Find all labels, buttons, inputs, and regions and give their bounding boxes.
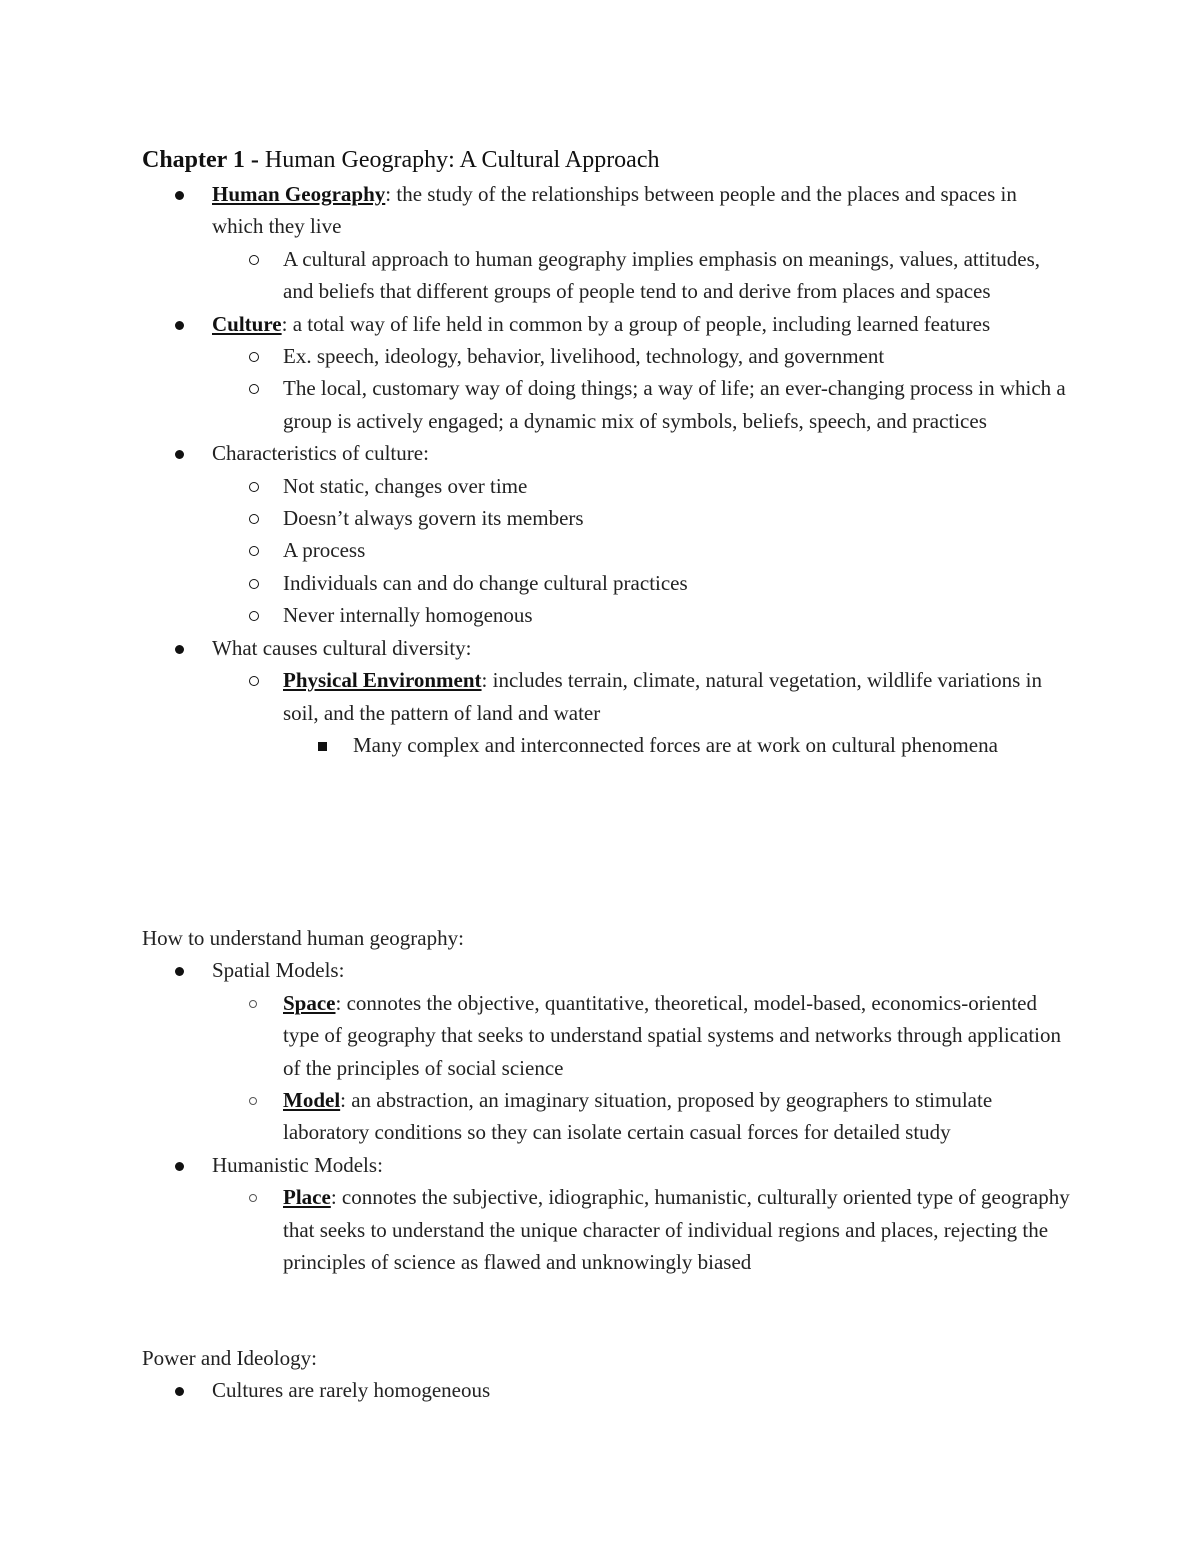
list-item [212,308,1072,340]
bullet-circle-icon [249,1000,257,1008]
list-item [283,340,1072,372]
definition-culture: : a total way of life held in common by a group of people, including learned features [281,311,991,336]
list-item [283,664,1072,729]
term-place: Place [283,1185,331,1210]
list-item-text: Spatial Models: [212,958,345,983]
definition-place: : connotes the subjective, idiographic, humanistic, culturally oriented type of geography that seeks to understand the unique character of individual regions and places, rejecting the principles of science as flawed and unknowingly biased [283,1185,1070,1275]
list-item-text: Characteristics of culture: [212,441,429,466]
list-item [283,470,1072,502]
bullet-disc-icon [175,1162,184,1171]
bullet-disc-icon [175,321,184,330]
term-physical-environment: Physical Environment [283,668,482,693]
term-space: Space [283,990,336,1015]
term-culture: Culture [212,311,282,336]
list-item [212,1149,1072,1181]
bullet-circle-icon [249,611,259,621]
list-item [212,437,1072,469]
list-item-text: What causes cultural diversity: [212,635,472,660]
section-heading: Power and Ideology: [142,1346,317,1370]
list-item [212,178,1072,243]
bullet-square-icon [318,742,327,751]
list-item [283,567,1072,599]
bullet-circle-icon [249,546,259,556]
definition-human-geography: : the study of the relationships between people and the places and spaces in which they live [212,182,1017,239]
bullet-circle-icon [249,482,259,492]
bullet-disc-icon [175,967,184,976]
bullet-circle-icon [249,1194,257,1202]
bullet-circle-icon [249,255,259,265]
list-item-text: Ex. speech, ideology, behavior, livelihood, technology, and government [283,344,885,369]
bullet-circle-icon [249,676,259,686]
list-item [283,599,1072,631]
list-item-text: Humanistic Models: [212,1152,383,1177]
bullet-circle-icon [249,352,259,362]
title-chapter: Chapter 1 - [142,147,265,173]
list-item-text: Not static, changes over time [283,473,528,498]
list-item [212,632,1072,664]
list-item [283,502,1072,534]
page-title [142,143,659,177]
section-power-ideology [142,1342,1072,1407]
list-item [283,372,1072,437]
list-item [283,1181,1072,1278]
list-item-text: The local, customary way of doing things; a way of life; an ever-changing process in which a group is actively engaged; a dynamic mix of symbols, beliefs, speech, and practices [283,376,1066,433]
definition-space: : connotes the objective, quantitative, theoretical, model-based, economics-oriented type of geography that seeks to understand spatial systems and networks through application of the principles of social science [283,990,1061,1080]
list-item [283,534,1072,566]
list-item [283,987,1072,1084]
bullet-disc-icon [175,1387,184,1396]
section-human-geography [142,178,1072,761]
title-topic: Human Geography: A Cultural Approach [264,147,660,173]
term-model: Model [283,1088,341,1113]
list-item-text: Many complex and interconnected forces are at work on cultural phenomena [353,732,998,757]
list-item-text: Never internally homogenous [283,603,533,628]
definition-physical-environment: : includes terrain, climate, natural vegetation, wildlife variations in soil, and the pattern of land and water [283,668,1042,725]
bullet-disc-icon [175,645,184,654]
list-item [353,729,1072,761]
bullet-circle-icon [249,1097,257,1105]
list-item [283,243,1072,308]
list-item-text: Doesn’t always govern its members [283,506,584,531]
bullet-disc-icon [175,450,184,459]
bullet-circle-icon [249,579,259,589]
term-human-geography: Human Geography [212,182,386,206]
list-item [212,954,1072,986]
section-understanding [142,922,1072,1278]
bullet-disc-icon [175,191,184,200]
list-item-text: A process [283,538,366,563]
section-heading: How to understand human geography: [142,926,464,950]
list-item-text: A cultural approach to human geography implies emphasis on meanings, values, attitudes, and beliefs that different groups of people tend to and derive from places and spaces [283,246,1040,304]
list-item-text: Individuals can and do change cultural practices [283,570,688,595]
list-item [283,1084,1072,1149]
list-item-text: Cultures are rarely homogeneous [212,1378,491,1403]
list-item [212,1374,1072,1406]
definition-model: : an abstraction, an imaginary situation, proposed by geographers to stimulate laboratory conditions so they can isolate certain casual forces for detailed study [283,1088,993,1145]
bullet-circle-icon [249,514,259,524]
bullet-circle-icon [249,384,259,394]
